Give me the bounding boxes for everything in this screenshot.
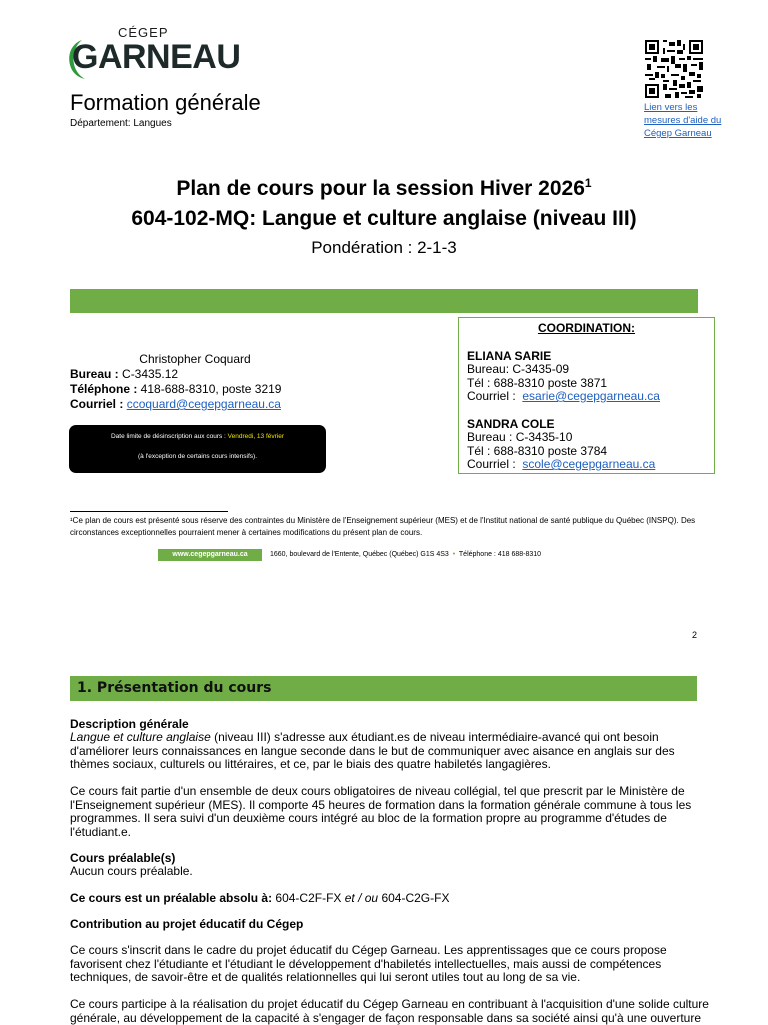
prealable-absolu [70, 892, 710, 906]
logo-garneau-text: GARNEAU [72, 38, 241, 76]
deadline-note: (à l'exception de certains cours intensifs). [137, 453, 258, 460]
footer-address [270, 549, 541, 561]
email-label: Courriel : [70, 397, 124, 411]
coordinator-2-bureau: Bureau : C-3435-10 [467, 430, 573, 444]
footer-website-link[interactable]: www.cegepgarneau.ca [158, 549, 262, 561]
prealable-course-1: 604-C2F-FX [272, 891, 345, 905]
contribution-paragraph-2: Ce cours participe à la réalisation du projet éducatif du Cégep Garneau en contribuant à l'acquisition d'une solide culture générale, au développement de la capacité à s'engager de façon responsable dans sa société ainsi qu'à une ouverture [70, 997, 709, 1025]
prereq-heading: Cours préalable(s) [70, 851, 176, 865]
telephone-value: 418-688-8310, poste 3219 [137, 382, 282, 396]
ponderation: Pondération : 2-1-3 [311, 238, 457, 257]
coordinator-2-email-link[interactable]: scole@cegepgarneau.ca [522, 457, 656, 471]
course-code-title: 604-102-MQ: Langue et culture anglaise (niveau III) [131, 207, 637, 230]
footer-separator: • [452, 551, 456, 558]
green-divider-bar [70, 289, 698, 313]
prealable-connector: et / ou [344, 891, 379, 905]
qr-code-icon[interactable] [645, 40, 703, 98]
qr-link-mesures-aide[interactable]: Lien vers les mesures d'aide du Cégep Garneau [644, 102, 722, 139]
deadline-banner [69, 425, 326, 473]
paragraph-ensemble: Ce cours fait partie d'un ensemble de deux cours obligatoires de niveau collégial, tel que prescrit par le Ministère de l'Enseignement supérieur (MES). Il comporte 45 heures de formation dans la formation générale commune à tous les programmes. Il sera suivi d'un deuxième cours intégré au bloc de la formation propre au programme d'études de l'étudiant.e. [70, 784, 692, 839]
description-text: (niveau III) s'adresse aux étudiant.es de niveau intermédiaire-avancé qui ont besoin d'améliorer leurs connaissances en langue seconde dans le but de communiquer avec aisance en anglais sur des thèmes sociaux, culturels ou littéraires, et ce, par le biais des quatre habiletés langagières. [70, 730, 675, 771]
telephone-label: Téléphone : [70, 382, 138, 396]
coordination-title: COORDINATION: [537, 321, 636, 335]
coordinator-2-tel: Tél : 688-8310 poste 3784 [467, 443, 608, 458]
footer-phone: Téléphone : 418 688-8310 [458, 551, 542, 558]
coordinator-1-tel: Tél : 688-8310 poste 3871 [467, 375, 608, 390]
teacher-name: Christopher Coquard [139, 352, 251, 366]
course-plan-title [0, 176, 768, 201]
contribution-paragraph-1: Ce cours s'inscrit dans le cadre du projet éducatif du Cégep Garneau. Les apprentissages que ce cours propose favorisent chez l'étudiante et l'étudiant le développement d'habiletés intellectuelles, mais aussi de compétences techniques, de savoir-être et de qualités relationnelles qui lui seront utiles tout au long de sa vie. [70, 943, 667, 984]
coordinator-2-email-label: Courriel : [467, 457, 516, 471]
teacher-email-link[interactable]: ccoquard@cegepgarneau.ca [126, 397, 281, 411]
coordination-box [458, 317, 715, 474]
description-paragraph [70, 731, 710, 772]
formation-title: Formation générale [70, 90, 261, 115]
footnote-text: ¹Ce plan de cours est présenté sous réserve des contraintes du Ministère de l'Enseignement supérieur (MES) et de l'Institut national de santé publique du Québec (INSPQ). Des circonstances exceptionnelles pourraient mener à certaines modifications du présent plan de cours. [70, 516, 696, 537]
teacher-info [70, 352, 450, 412]
title-line1: Plan de cours pour la session Hiver 2026 [176, 177, 585, 200]
deadline-label: Date limite de désinscription aux cours : [110, 433, 226, 440]
departement-label: Département: Langues [70, 118, 172, 129]
footnote-mark: 1 [584, 176, 592, 190]
logo-cegep-text: CÉGEP [118, 25, 169, 40]
page-number: 2 [692, 630, 698, 640]
coordinator-1-bureau: Bureau: C-3435-09 [467, 362, 570, 376]
prealable-course-2: 604-C2G-FX [378, 891, 450, 905]
description-course-name: Langue et culture anglaise [70, 730, 211, 744]
coordinator-1-name: ELIANA SARIE [467, 348, 552, 363]
bureau-value: C-3435.12 [118, 367, 179, 381]
coordinator-1-email-label: Courriel : [467, 389, 516, 403]
coordinator-2-name: SANDRA COLE [467, 416, 555, 431]
bureau-label: Bureau : [70, 367, 119, 381]
deadline-date: Vendredi, 13 février [227, 433, 285, 440]
footer-address-text: 1660, boulevard de l'Entente, Québec (Québec) G1S 4S3 [270, 551, 449, 558]
section-1-title: 1. Présentation du cours [77, 680, 272, 696]
description-heading: Description générale [70, 717, 189, 731]
footnote-rule [70, 511, 228, 512]
prealable-absolu-label: Ce cours est un préalable absolu à: [70, 891, 273, 905]
prereq-text: Aucun cours préalable. [70, 864, 193, 878]
coordinator-1-email-link[interactable]: esarie@cegepgarneau.ca [522, 389, 660, 403]
contribution-heading: Contribution au projet éducatif du Cégep [70, 917, 304, 931]
